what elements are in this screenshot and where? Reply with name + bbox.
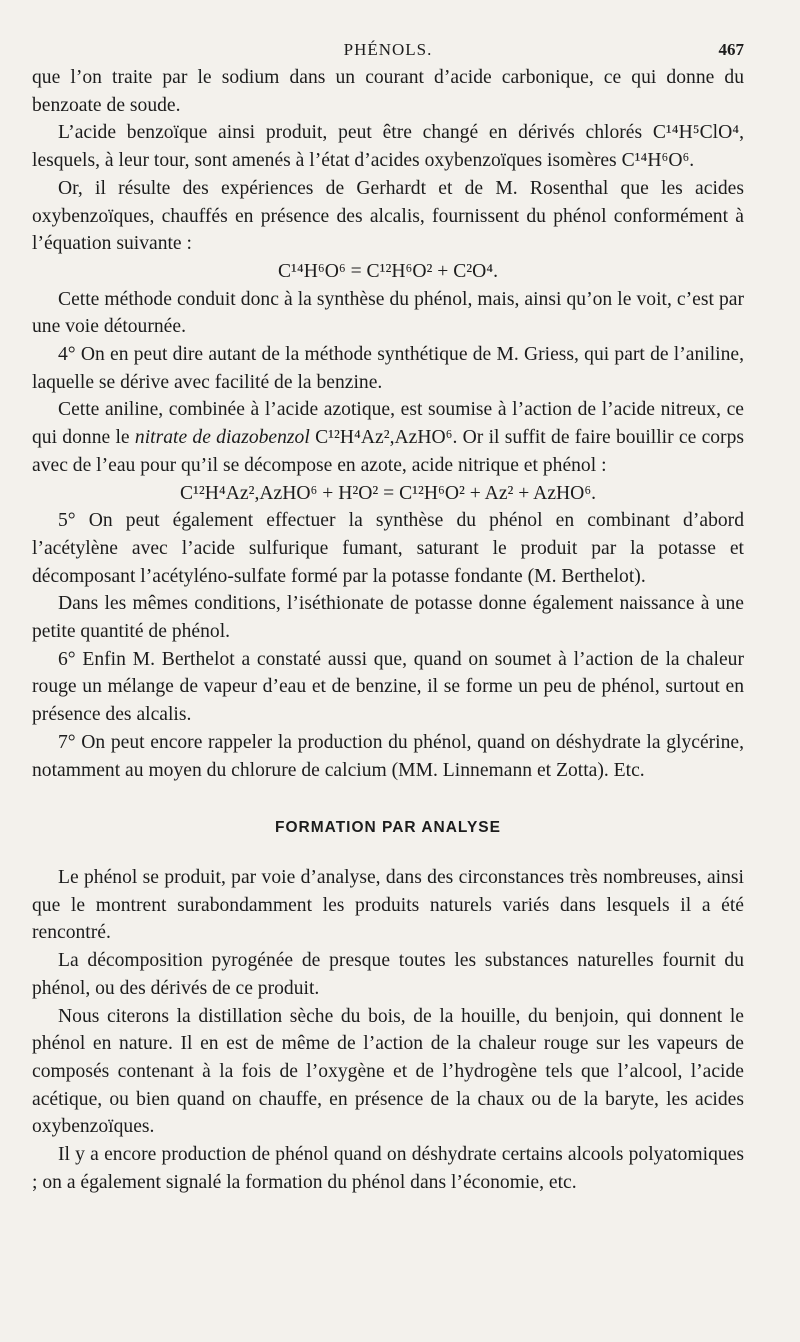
equation: C¹²H⁴Az²,AzHO⁶ + H²O² = C¹²H⁶O² + Az² + AzHO⁶. xyxy=(179,482,597,504)
paragraph: Or, il résulte des expériences de Gerhardt et de M. Rosenthal que les acides oxybenzoïques, chauffés en présence des alcalis, fournissent du phénol conformément à l’équation suivante : xyxy=(32,177,744,255)
paragraph: 4° On en peut dire autant de la méthode synthétique de M. Griess, qui part de l’aniline, laquelle se dérive avec facilité de la benzine. xyxy=(32,344,744,393)
paragraph: Nous citerons la distillation sèche du bois, de la houille, du benjoin, qui donnent le phénol en nature. Il en est de même de l’action de la chaleur rouge sur les vapeurs de composés contenant à la fois de l’oxygène et de l’hydrogène tels que l’alcool, l’acide acétique, ou bien quand on chauffe, en présence de la chaux ou de la baryte, les acides oxybenzoïques. xyxy=(32,1005,744,1138)
paragraph: Dans les mêmes conditions, l’iséthionate de potasse donne également naissance à une petite quantité de phénol. xyxy=(32,593,744,643)
equation: C¹⁴H⁶O⁶ = C¹²H⁶O² + C²O⁴. xyxy=(277,260,499,282)
italic-term: nitrate de diazobenzol xyxy=(134,427,310,449)
page-number: 467 xyxy=(718,40,744,59)
text-span: C¹²H⁴Az²,AzHO⁶. Or il suffit de faire bouillir ce corps avec de l’eau pour qu’il se décompose en azote, acide nitrique et phénol : xyxy=(32,427,745,476)
paragraph: 7° On peut encore rappeler la production du phénol, quand on déshydrate la glycérine, notamment au moyen du chlorure de calcium (MM. Linnemann et Zotta). Etc. xyxy=(32,731,744,781)
text-span: Cette aniline, combinée à l’acide azotique, est soumise à l’action de l’acide nitreux, ce qui donne le xyxy=(32,399,744,449)
page-header xyxy=(32,34,744,64)
paragraph: Cette méthode conduit donc à la synthèse du phénol, mais, ainsi qu’on le voit, c’est par une voie détournée. xyxy=(32,288,744,338)
paragraph: La décomposition pyrogénée de presque toutes les substances naturelles fournit du phénol, ou des dérivés de ce produit. xyxy=(32,950,744,999)
paragraph: Il y a encore production de phénol quand on déshydrate certains alcools polyatomiques ; on a également signalé la formation du phénol dans l’économie, etc. xyxy=(32,1144,744,1193)
body-text xyxy=(32,64,744,1196)
paragraph: que l’on traite par le sodium dans un courant d’acide carbonique, ce qui donne du benzoate de soude. xyxy=(32,67,744,116)
section-title: FORMATION PAR ANALYSE xyxy=(275,819,501,837)
paragraph: L’acide benzoïque ainsi produit, peut être changé en dérivés chlorés C¹⁴H⁵ClO⁴, lesquels, à leur tour, sont amenés à l’état d’acides oxybenzoïques isomères C¹⁴H⁶O⁶. xyxy=(32,122,744,172)
paragraph: Le phénol se produit, par voie d’analyse, dans des circonstances très nombreuses, ainsi que le montrent surabondamment les produits naturels variés dans lesquels il a été rencontré. xyxy=(32,866,744,944)
paragraph xyxy=(32,396,744,479)
paragraph: 6° Enfin M. Berthelot a constaté aussi que, quand on soumet à l’action de la chaleur rouge un mélange de vapeur d’eau et de benzine, il se forme un peu de phénol, surtout en présence des alcalis. xyxy=(32,648,744,726)
paragraph: 5° On peut également effectuer la synthèse du phénol en combinant d’abord l’acétylène avec l’acide sulfurique fumant, saturant le produit par la potasse et décomposant l’acétyléno-sulfate formé par la potasse fondante (M. Berthelot). xyxy=(32,510,744,587)
running-title: PHÉNOLS. xyxy=(343,40,433,59)
